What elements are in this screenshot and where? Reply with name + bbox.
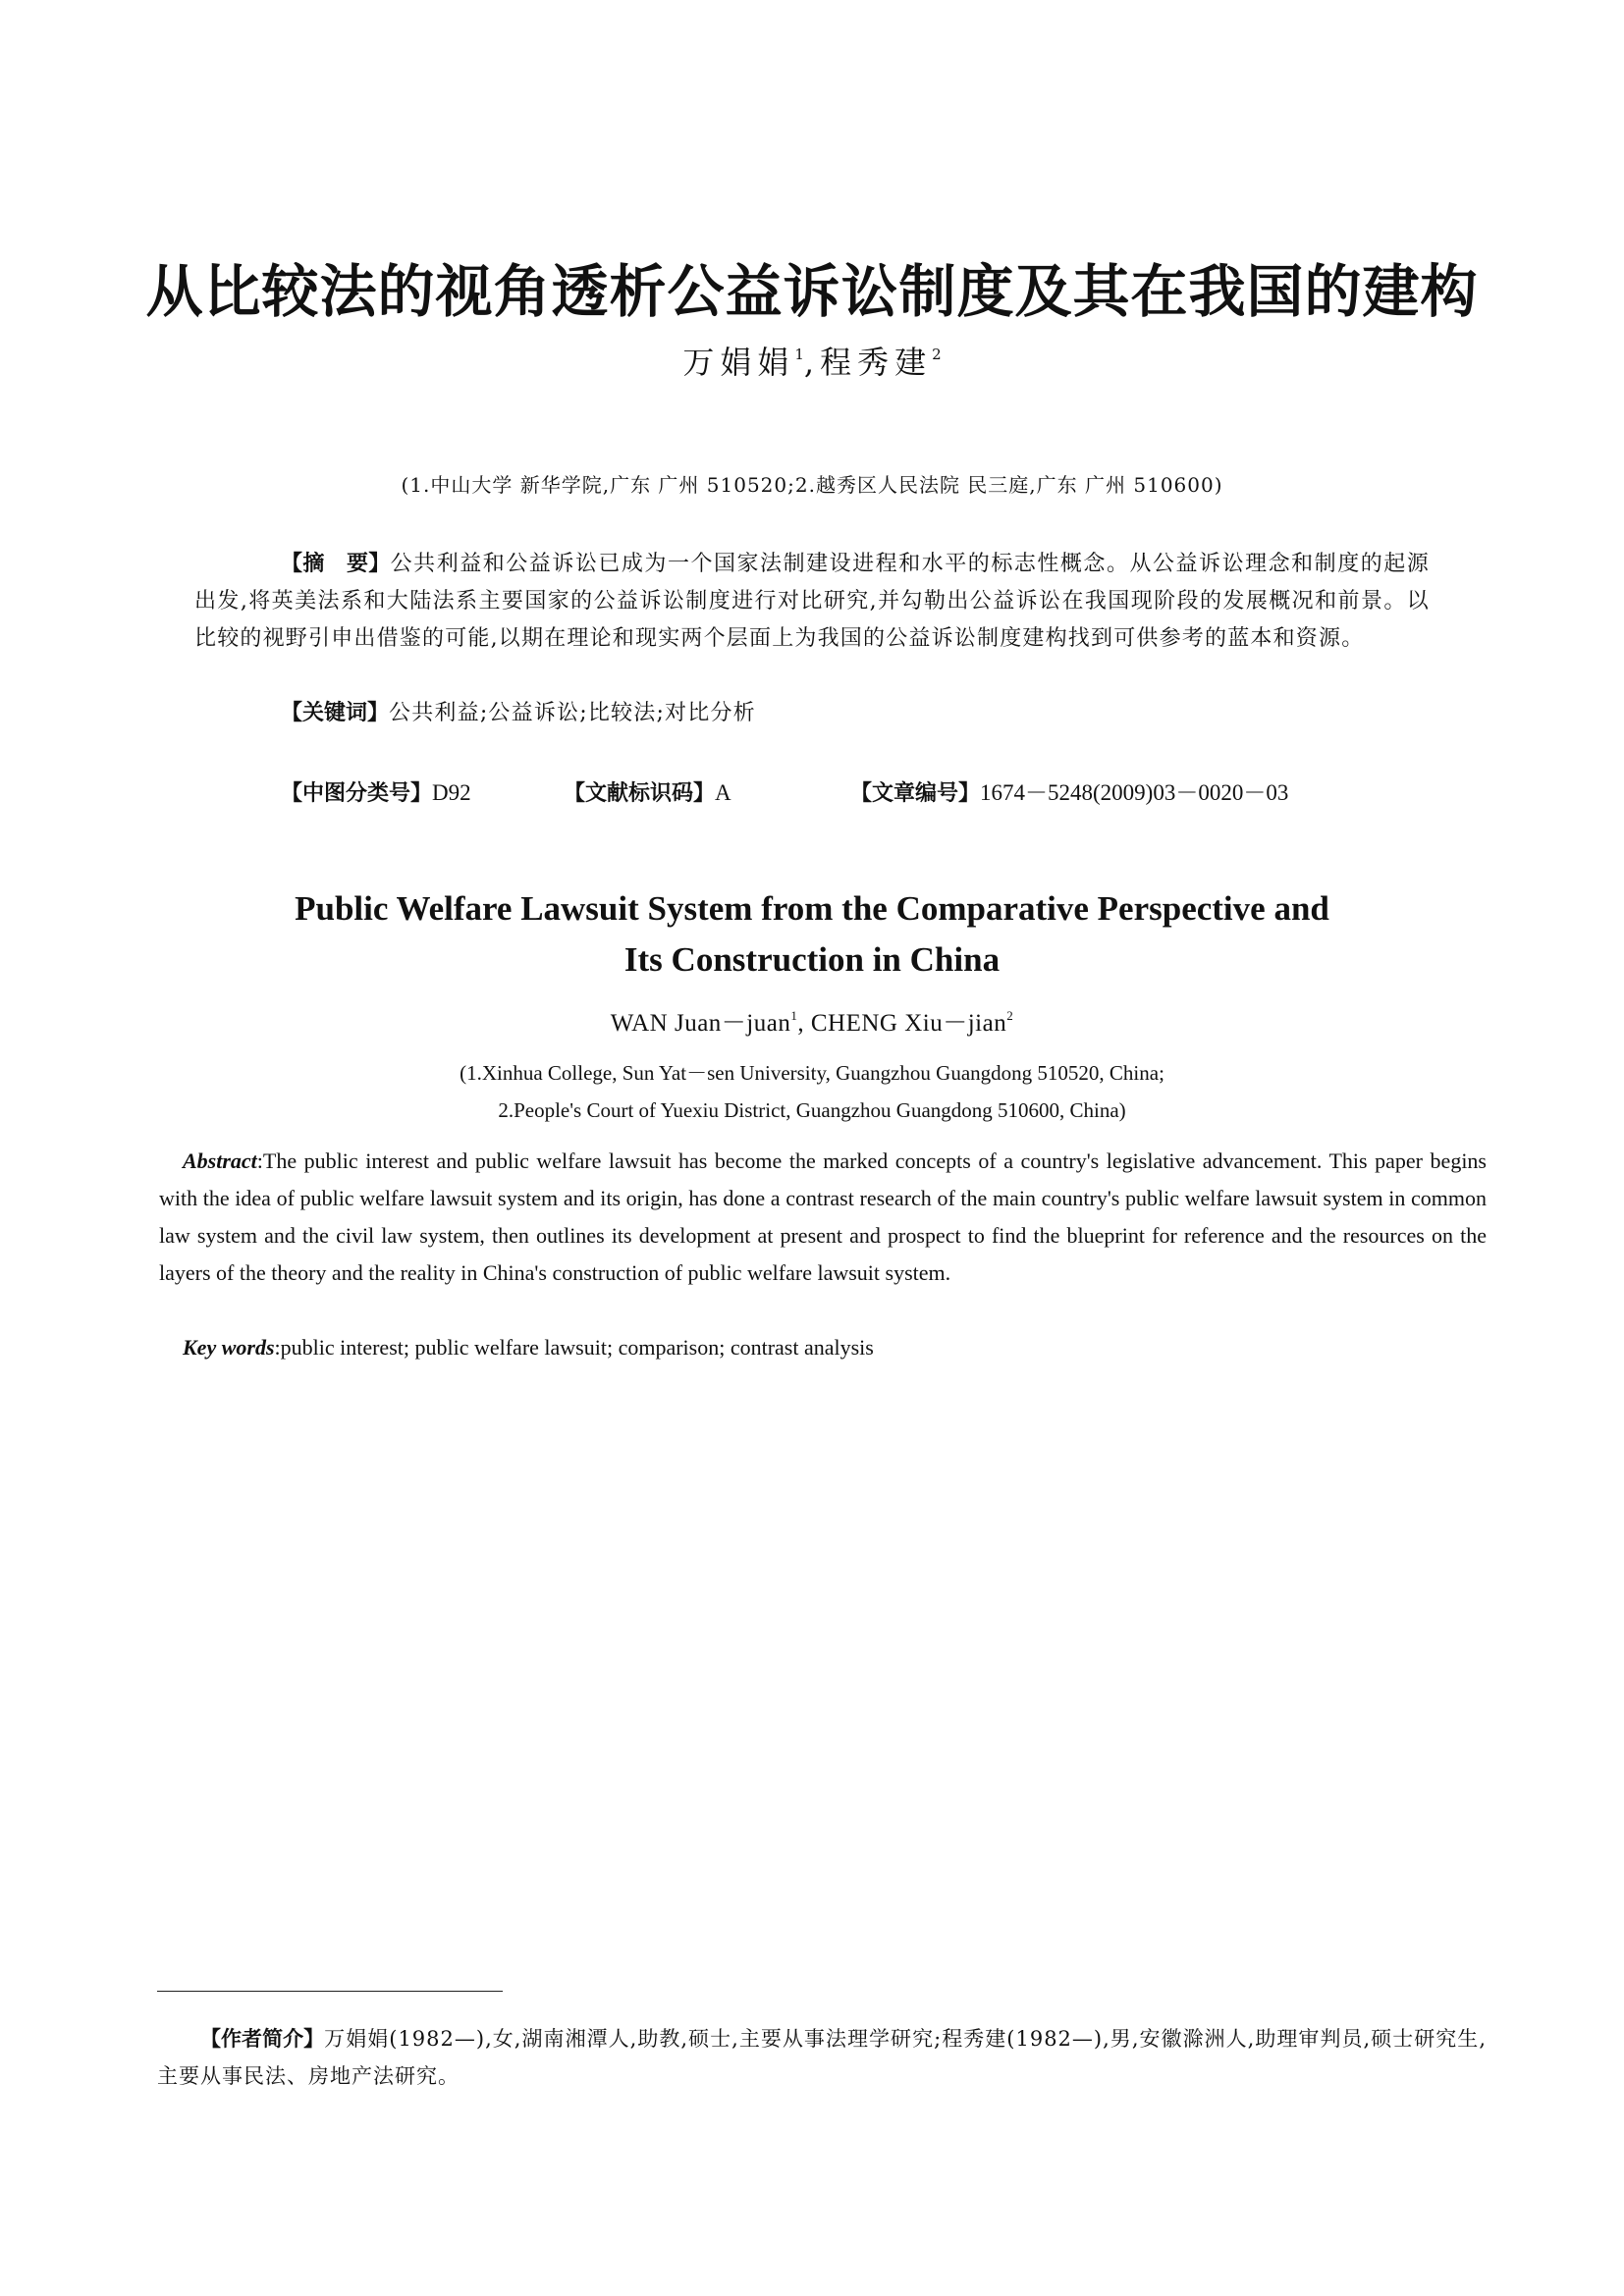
clc-number-value: D92 xyxy=(432,780,471,805)
english-abstract-text: The public interest and public welfare lawsuit has become the marked concepts of a country's legislative advancement. This paper begins with the idea of public welfare lawsuit system and its origin, has done a contrast research of the main country's public welfare lawsuit system in common law system and the civil law system, then outlines its development at present and prospect to find the blueprint for reference and the resources on the layers of the theory and the reality in China's construction of public welfare lawsuit system. xyxy=(159,1148,1487,1285)
english-abstract-colon: : xyxy=(256,1148,263,1173)
chinese-abstract-label: 【摘 要】 xyxy=(281,552,391,576)
document-code-label: 【文献标识码】 xyxy=(564,781,716,806)
article-number-value: 1674－5248(2009)03－0020－03 xyxy=(980,780,1289,805)
author-2-affiliation-mark: 2 xyxy=(932,346,942,363)
author-2-name: 程秀建 xyxy=(820,344,933,381)
article-number xyxy=(850,775,1288,812)
english-title xyxy=(157,883,1467,986)
footnote-divider xyxy=(157,1991,503,1992)
author-1-name: 万娟娟 xyxy=(682,344,795,381)
english-abstract xyxy=(159,1143,1487,1292)
english-authors xyxy=(0,1003,1624,1039)
english-affiliation-line-2: 2.People's Court of Yuexiu District, Guangzhou Guangdong 510600, China) xyxy=(498,1098,1126,1122)
author-bio-footnote xyxy=(157,2020,1487,2095)
chinese-authors xyxy=(0,338,1624,383)
english-affiliation-line-1: (1.Xinhua College, Sun Yat－sen University, Guangzhou Guangdong 510520, China; xyxy=(460,1061,1164,1085)
english-keywords-label: Key words xyxy=(183,1335,275,1360)
article-number-label: 【文章编号】 xyxy=(850,781,981,806)
chinese-affiliation: (1.中山大学 新华学院,广东 广州 510520;2.越秀区人民法院 民三庭,广东 广州 510600) xyxy=(401,473,1223,497)
english-author-separator: , xyxy=(797,1010,811,1037)
clc-number-label: 【中图分类号】 xyxy=(281,781,433,806)
document-code-value: A xyxy=(715,780,731,805)
chinese-keywords-text: 公共利益;公益诉讼;比较法;对比分析 xyxy=(389,701,756,725)
author-separator: , xyxy=(803,344,821,381)
english-author-2-name: CHENG Xiu－jian xyxy=(810,1010,1007,1037)
document-code xyxy=(564,775,731,812)
chinese-abstract-text: 公共利益和公益诉讼已成为一个国家法制建设进程和水平的标志性概念。从公益诉讼理念和制度的起源出发,将英美法系和大陆法系主要国家的公益诉讼制度进行对比研究,并勾勒出公益诉讼在我国现阶段的发展概况和前景。以比较的视野引申出借鉴的可能,以期在理论和现实两个层面上为我国的公益诉讼制度建构找到可供参考的蓝本和资源。 xyxy=(194,552,1430,651)
english-title-line-1: Public Welfare Lawsuit System from the Comparative Perspective and xyxy=(295,889,1329,928)
author-1-affiliation-mark: 1 xyxy=(794,346,804,363)
english-keywords xyxy=(183,1329,1487,1366)
chinese-keywords xyxy=(281,695,1430,732)
english-affiliation xyxy=(0,1054,1624,1129)
english-title-line-2: Its Construction in China xyxy=(623,940,1001,979)
english-author-1-mark: 1 xyxy=(790,1008,798,1023)
english-author-1-name: WAN Juan－juan xyxy=(610,1010,791,1037)
clc-number xyxy=(281,775,471,812)
english-keywords-colon: : xyxy=(274,1335,281,1360)
chinese-abstract xyxy=(194,546,1430,658)
english-keywords-text: public interest; public welfare lawsuit; comparison; contrast analysis xyxy=(280,1335,874,1360)
chinese-keywords-label: 【关键词】 xyxy=(281,701,390,725)
author-bio-text: 万娟娟(1982—),女,湖南湘潭人,助教,硕士,主要从事法理学研究;程秀建(1982—),男,安徽滁洲人,助理审判员,硕士研究生,主要从事民法、房地产法研究。 xyxy=(157,2027,1488,2088)
english-author-2-mark: 2 xyxy=(1006,1008,1014,1023)
author-bio-label: 【作者简介】 xyxy=(200,2027,325,2051)
english-abstract-label: Abstract xyxy=(183,1148,257,1173)
chinese-title: 从比较法的视角透析公益诉讼制度及其在我国的建构 xyxy=(145,258,1479,325)
